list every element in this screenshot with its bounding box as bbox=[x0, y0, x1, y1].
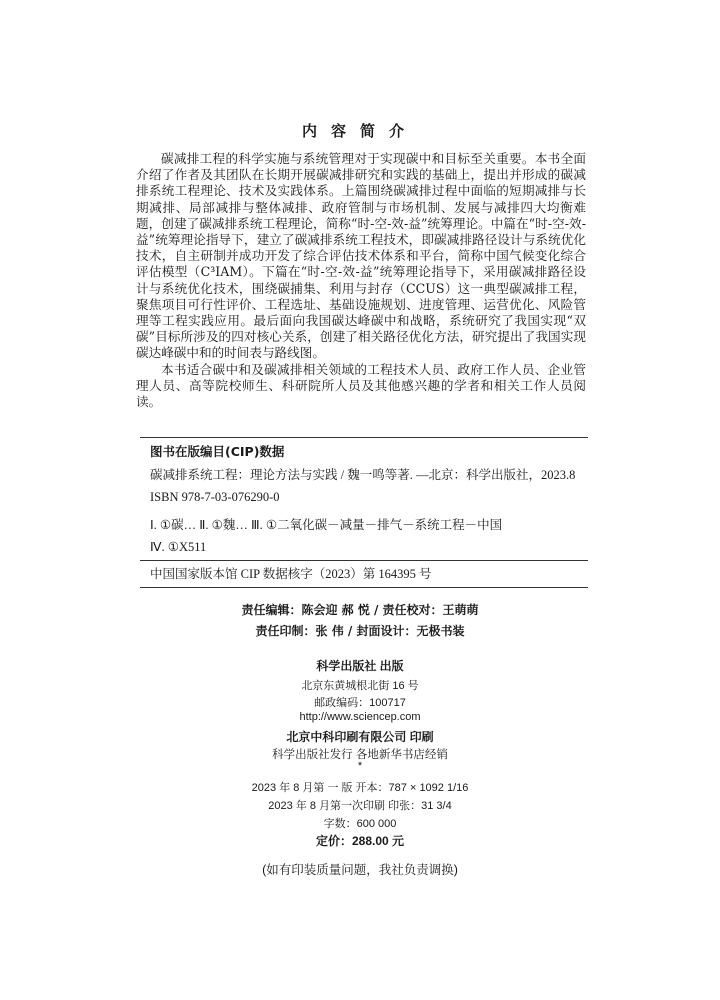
postcode: 邮政编码：100717 bbox=[314, 697, 406, 709]
quality-note: (如有印装质量问题，我社负责调换) bbox=[262, 863, 458, 877]
cip-classification: Ⅰ. ①碳… Ⅱ. ①魏… Ⅲ. ①二氧化碳－减量－排气－系统工程－中国 bbox=[150, 518, 503, 532]
website: http://www.sciencep.com bbox=[299, 711, 421, 723]
cip-isbn: ISBN 978-7-03-076290-0 bbox=[150, 490, 280, 504]
introduction bbox=[136, 151, 586, 410]
publisher-address: 北京东黄城根北街 16 号 bbox=[301, 680, 419, 692]
editor-credits: 责任编辑：陈会迎 郝 悦 / 责任校对：王萌萌 bbox=[241, 603, 479, 617]
cip-number: 中国国家版本馆 CIP 数据核字（2023）第 164395 号 bbox=[140, 560, 588, 587]
intro-paragraph: 碳减排工程的科学实施与系统管理对于实现碳中和目标至关重要。本书全面介绍了作者及其团队在长期开展碳减排研究和实践的基础上，提出并形成的碳减排系统工程理论、技术及实践体系。上篇围绕碳减排过程中面临的短期减排与长期减排、局部减排与整体减排、政府管制与市场机制、发展与减排四大均衡难题，创建了碳减排系统工程理论，简称“时-空-效-益”统筹理论。中篇在“时-空-效-益”统筹理论指导下，建立了碳减排系统工程技术，即碳减排路径设计与系统优化技术，自主研制并成功开发了综合评估技术体系和平台，简称中国气候变化综合评估模型（C³IAM）。下篇在“时-空-效-益”统筹理论指导下，采用碳减排路径设计与系统优化技术，围绕碳捕集、利用与封存（CCUS）这一典型碳减排工程，聚焦项目可行性评价、工程选址、基础设施规划、进度管理、运营优化、风险管理等工程实践应用。最后面向我国碳达峰碳中和战略，系统研究了我国实现“双碳”目标所涉及的四对核心关系，创建了相关路径优化方法，研究提出了我国实现碳达峰碳中和的时间表与路线图。 bbox=[136, 151, 586, 361]
publisher: 科学出版社 出版 bbox=[316, 659, 404, 673]
distribution: 科学出版社发行 各地新华书店经销 bbox=[272, 749, 448, 761]
cip-title: 图书在版编目(CIP)数据 bbox=[150, 444, 285, 459]
edition-info: 2023 年 8 月第 一 版 开本：787 × 1092 1/16 bbox=[251, 782, 469, 794]
printing-info: 2023 年 8 月第一次印刷 印张：31 3/4 bbox=[268, 800, 452, 812]
printer: 北京中科印刷有限公司 印刷 bbox=[286, 730, 434, 744]
cip-data-block bbox=[140, 437, 588, 588]
separator-star: * bbox=[357, 760, 363, 772]
intro-paragraph: 本书适合碳中和及碳减排相关领域的工程技术人员、政府工作人员、企业管理人员、高等院校师生、科研院所人员及其他感兴趣的学者和相关工作人员阅读。 bbox=[136, 361, 586, 410]
price: 定价：288.00 元 bbox=[315, 834, 405, 848]
page-title: 内容简介 bbox=[301, 122, 418, 140]
production-credits: 责任印制：张 伟 / 封面设计：无极书装 bbox=[255, 624, 465, 638]
cip-book-line: 碳减排系统工程：理论方法与实践 / 魏一鸣等著. —北京：科学出版社，2023.8 bbox=[150, 468, 576, 482]
word-count: 字数：600 000 bbox=[323, 818, 397, 830]
cip-classification-2: Ⅳ. ①X511 bbox=[150, 540, 207, 554]
